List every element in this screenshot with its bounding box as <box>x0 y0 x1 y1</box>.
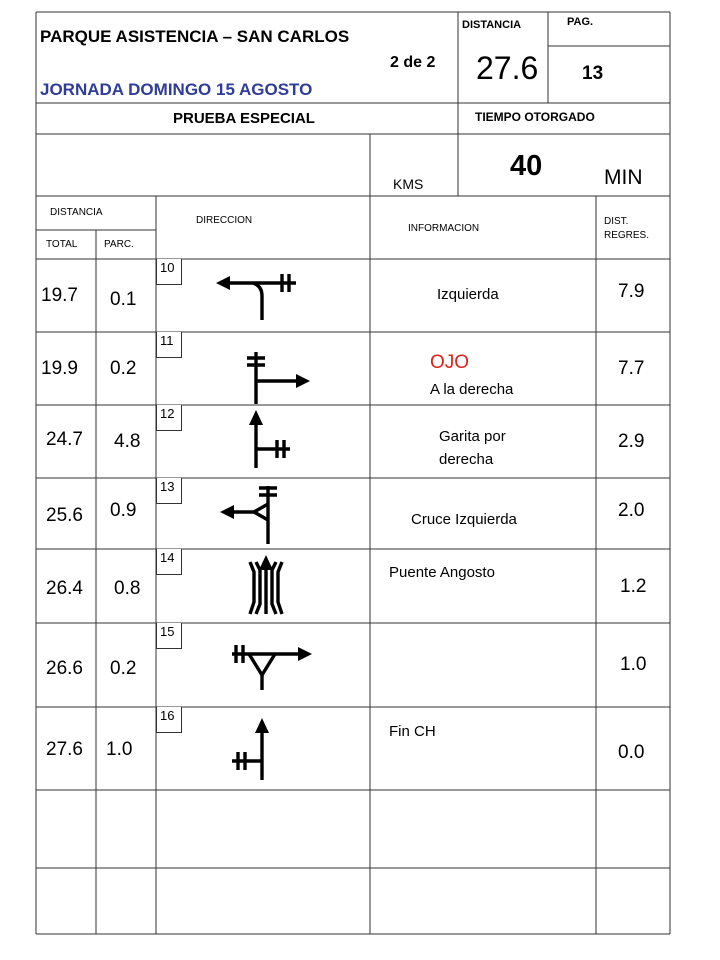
page-number: 13 <box>582 63 604 84</box>
info-text: Cruce Izquierda <box>411 511 517 528</box>
total-distance: 19.7 <box>41 285 78 306</box>
row-number: 13 <box>156 478 182 504</box>
row-number: 12 <box>156 405 182 431</box>
y-junction-right-icon <box>222 632 342 702</box>
row-number: 11 <box>156 332 182 358</box>
partial-distance: 0.2 <box>110 658 137 679</box>
remaining-distance: 2.0 <box>618 500 645 521</box>
total-distance: 26.6 <box>46 658 83 679</box>
stage-label: PRUEBA ESPECIAL <box>173 110 315 127</box>
row-number: 14 <box>156 549 182 575</box>
info-text-line-2: derecha <box>439 451 494 468</box>
row-number: 10 <box>156 259 182 285</box>
info-text: Puente Angosto <box>389 564 495 581</box>
narrow-bridge-icon <box>216 554 326 620</box>
remaining-distance: 1.0 <box>620 654 647 675</box>
col-info-header: INFORMACION <box>408 223 480 234</box>
col-regres-header: DIST. <box>604 216 629 227</box>
remaining-distance: 0.0 <box>618 742 645 763</box>
total-distance: 26.4 <box>46 578 83 599</box>
distance-value: 27.6 <box>476 50 539 86</box>
col-partial-header: PARC. <box>104 239 134 250</box>
partial-distance: 1.0 <box>106 739 133 760</box>
page-count: 2 de 2 <box>390 54 436 71</box>
time-unit: MIN <box>604 166 643 189</box>
col-total-header: TOTAL <box>46 239 78 250</box>
total-distance: 25.6 <box>46 505 83 526</box>
event-subtitle: JORNADA DOMINGO 15 AGOSTO <box>40 80 313 99</box>
col-distance-header: DISTANCIA <box>50 207 103 218</box>
remaining-distance: 2.9 <box>618 431 645 452</box>
info-text: Izquierda <box>437 286 499 303</box>
info-text: Fin CH <box>389 723 436 740</box>
finish-straight-icon <box>222 716 332 786</box>
partial-distance: 0.2 <box>110 358 137 379</box>
row-number: 16 <box>156 707 182 733</box>
page-title: PARQUE ASISTENCIA – SAN CARLOS <box>40 27 350 46</box>
time-value: 40 <box>510 150 543 182</box>
straight-checkpoint-right-icon <box>236 408 346 472</box>
col-direction-header: DIRECCION <box>196 215 253 226</box>
remaining-distance: 7.9 <box>618 281 645 302</box>
row-number: 15 <box>156 623 182 649</box>
info-text: Garita por <box>439 428 506 445</box>
total-distance: 24.7 <box>46 429 83 450</box>
left-turn-t-junction-icon <box>208 262 318 322</box>
remaining-distance: 7.7 <box>618 358 645 379</box>
right-turn-icon <box>236 348 346 408</box>
partial-distance: 0.8 <box>114 578 141 599</box>
time-label: TIEMPO OTORGADO <box>475 110 595 124</box>
left-fork-icon <box>212 482 322 546</box>
total-distance: 19.9 <box>41 358 78 379</box>
col-regres-header-2: REGRES. <box>604 230 650 241</box>
remaining-distance: 1.2 <box>620 576 647 597</box>
partial-distance: 4.8 <box>114 431 141 452</box>
partial-distance: 0.9 <box>110 500 137 521</box>
partial-distance: 0.1 <box>110 289 137 310</box>
total-distance: 27.6 <box>46 739 83 760</box>
info-text: A la derecha <box>430 381 514 398</box>
alert-text: OJO <box>430 352 470 373</box>
page-label: PAG. <box>567 16 594 28</box>
kms-label: KMS <box>393 176 424 192</box>
distance-label: DISTANCIA <box>462 19 522 31</box>
